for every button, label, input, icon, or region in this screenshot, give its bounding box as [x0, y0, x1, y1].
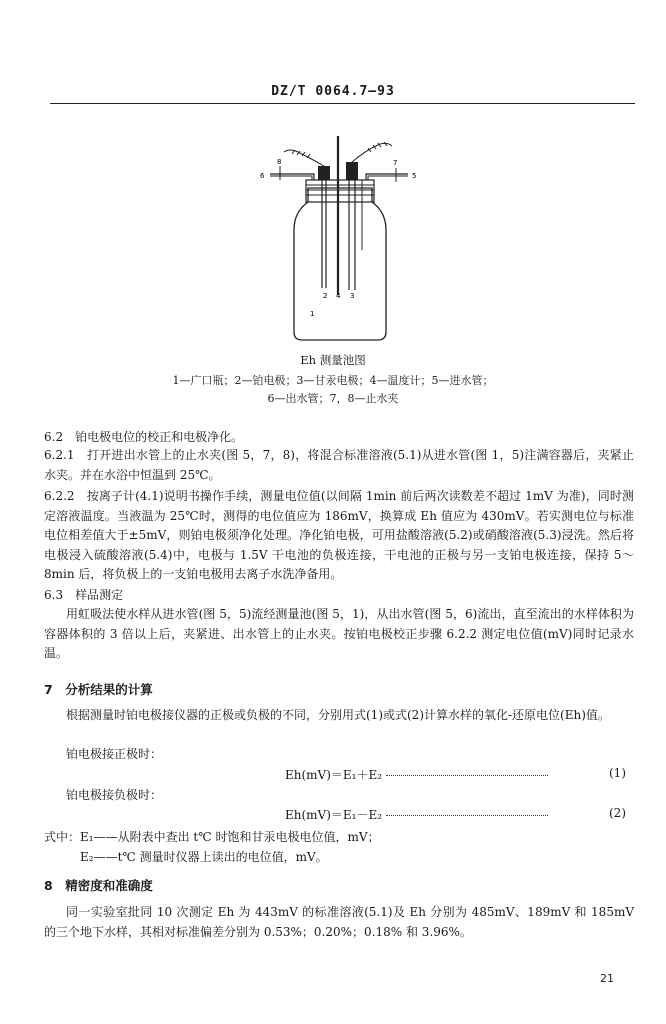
equation-2 — [285, 806, 625, 823]
fig-label-5: 5 — [412, 172, 417, 180]
figure-legend-line1: 1—广口瓶；2—铂电极；3—甘汞电极；4—温度计；5—进水管； — [172, 374, 494, 387]
fig-label-3: 3 — [350, 292, 355, 300]
fig-label-1: 1 — [310, 310, 315, 318]
jar-outline — [294, 188, 386, 340]
equation-1 — [285, 766, 625, 783]
section-8-body: 同一实验室批同 10 次测定 Eh 为 443mV 的标准溶液(5.1)及 Eh 分别为 485mV、189mV 和 185mV 的三个地下水样，其相对标准偏差分别为 0.53%；0.20%；0.18% 和 3.96%。 — [44, 905, 634, 939]
equation-2-expr: Eh(mV)＝E₁－E₂ — [285, 808, 383, 822]
fig-label-6: 6 — [260, 172, 265, 180]
eh-cell-diagram — [250, 130, 430, 345]
figure-title: Eh 测量池图 — [300, 353, 366, 367]
leader-dots — [386, 775, 548, 776]
equation-1-number: (1) — [609, 766, 626, 780]
calomel-electrode-head — [346, 162, 358, 180]
section-6-2-1: 6.2.1 打开进出水管上的止水夹(图 5，7，8)，将混合标准溶液(5.1)从进水管(图 1，5)注满容器后，夹紧止水夹。并在水浴中恒温到 25℃。 — [44, 448, 634, 482]
platinum-electrode-head — [318, 166, 330, 180]
positive-label: 铂电极接正极时： — [66, 747, 163, 761]
fig-label-2: 2 — [323, 292, 328, 300]
stopper — [306, 180, 374, 202]
fig-label-7: 7 — [393, 159, 398, 167]
section-8-heading: 8 精密度和准确度 — [44, 878, 153, 893]
outlet-pipe — [270, 174, 314, 180]
header-rule — [50, 103, 635, 104]
left-wire — [284, 150, 324, 166]
section-6-3-heading: 6.3 样品测定 — [44, 588, 124, 602]
page-number: 21 — [600, 972, 614, 985]
page-header: DZ/T 0064.7—93 — [271, 84, 395, 99]
negative-label: 铂电极接负极时： — [66, 788, 163, 802]
fig-label-8: 8 — [277, 158, 282, 166]
section-6-2: 6.2 铂电极电位的校正和电极净化。 — [44, 430, 244, 444]
where-e2: E₂——t℃ 测量时仪器上读出的电位值，mV。 — [80, 850, 328, 864]
section-7-heading: 7 分析结果的计算 — [44, 682, 153, 697]
fig-label-4: 4 — [336, 292, 341, 300]
leader-dots — [386, 815, 548, 816]
section-7-body: 根据测量时铂电极接仪器的正极或负极的不同，分别用式(1)或式(2)计算水样的氧化-还原电位(Eh)值。 — [66, 708, 610, 722]
equation-1-expr: Eh(mV)＝E₁＋E₂ — [285, 768, 383, 782]
figure-legend-line2: 6—出水管；7，8—止水夹 — [267, 392, 399, 405]
inlet-pipe — [366, 174, 408, 180]
section-6-3-body: 用虹吸法使水样从进水管(图 5，5)流经测量池(图 5，1)，从出水管(图 5，6)流出，直至流出的水样体积为容器体积的 3 倍以上后，夹紧进、出水管上的止水夹。按铂电极校正步骤 6.2.2 测定电位值(mV)同时记录水温。 — [44, 607, 634, 660]
right-wire — [352, 143, 392, 162]
equation-2-number: (2) — [609, 806, 626, 820]
where-e1: 式中：E₁——从附表中查出 t℃ 时饱和甘汞电极电位值，mV； — [44, 830, 380, 844]
section-6-2-2: 6.2.2 按离子计(4.1)说明书操作手续，测量电位值(以间隔 1min 前后两次读数差不超过 1mV 为准)，同时测定溶液温度。当液温为 25℃时，测得的电位值应为 186mV，换算成 Eh 值应为 430mV。若实测电位与标准电位相差值大于±5mV，则铂电极须净化处理。净化铂电极，可用盐酸溶液(5.2)或硝酸溶液(5.3)浸洗。然后将电极浸入硫酸溶液(5.4)中，电极与 1.5V 干电池的负极连接，干电池的正极与另一支铂电极连接，保持 5～8min 后，将负极上的一支铂电极用去离子水洗净备用。 — [44, 489, 634, 581]
